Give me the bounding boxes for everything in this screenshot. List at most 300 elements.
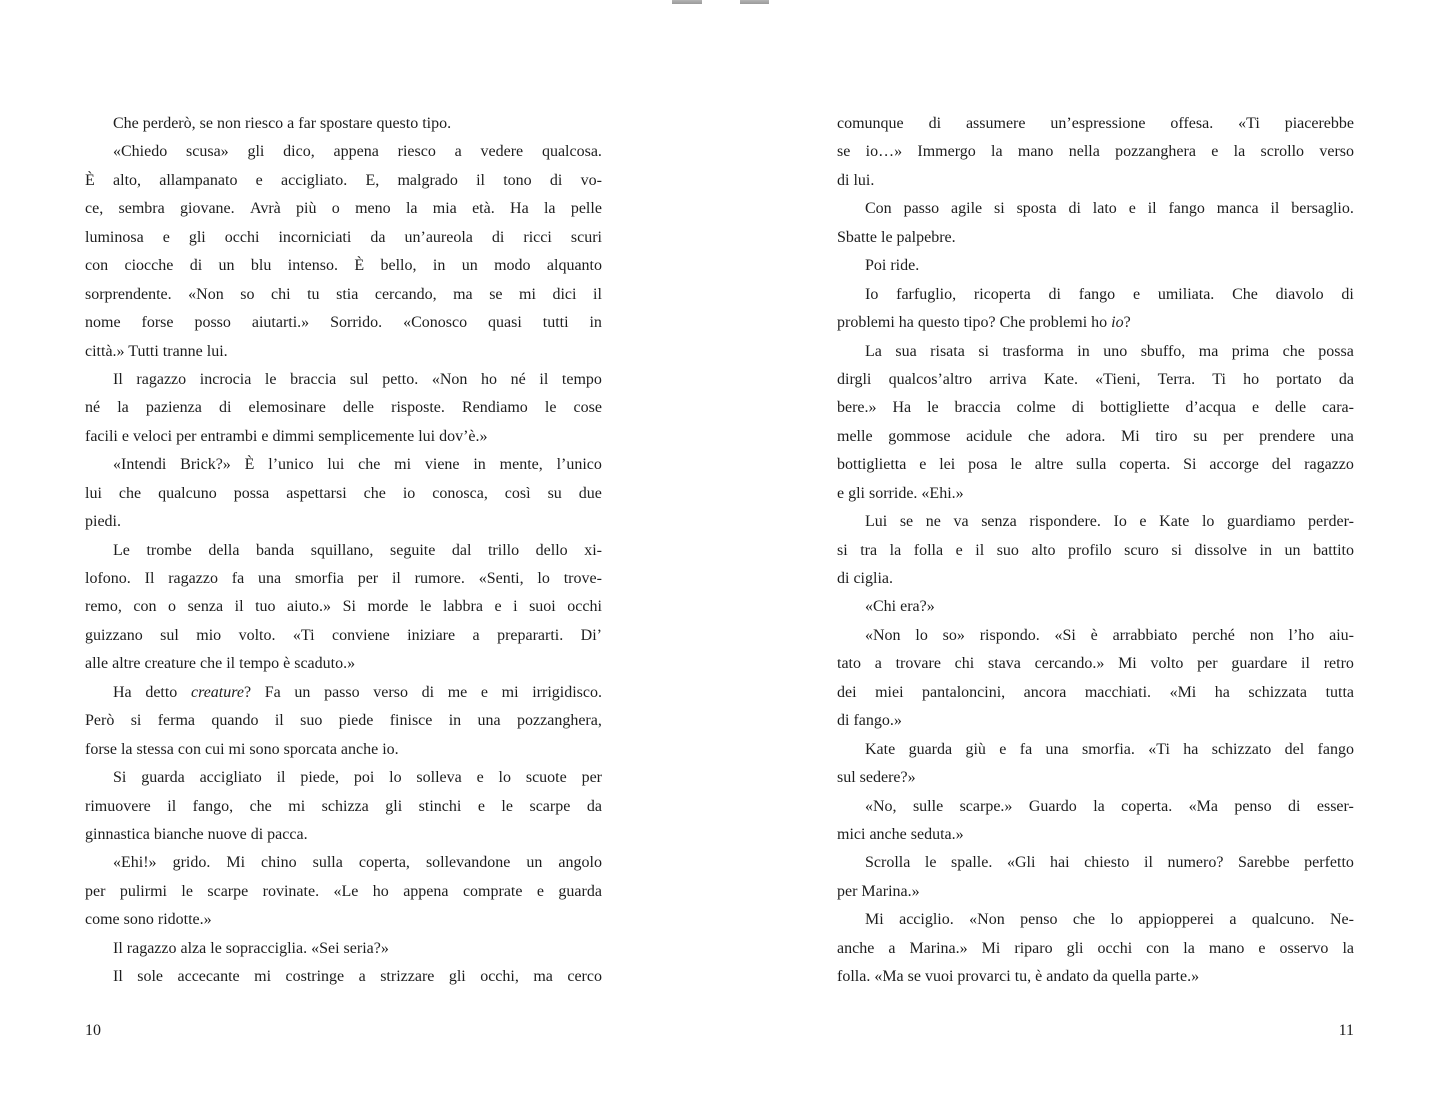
word: squillano, [310, 541, 374, 559]
word: possa [1318, 342, 1354, 360]
word: blu [250, 257, 272, 275]
word: agile [951, 200, 983, 218]
word: conosca, [432, 484, 488, 502]
text-line: e gli sorride. «Ehi.» [837, 484, 964, 502]
word: rispondere. [1029, 513, 1101, 531]
window-tab-fragment-right [740, 0, 769, 4]
word: tra [860, 541, 878, 559]
word: mi [501, 683, 519, 701]
word: meno [355, 200, 391, 218]
word: Il [144, 570, 155, 587]
word: Si [1183, 456, 1197, 474]
word: a [1229, 911, 1237, 929]
text-line [837, 935, 1354, 963]
word: per [581, 769, 602, 787]
word: diavolo [1275, 285, 1324, 303]
text-line [85, 224, 602, 252]
text-line [837, 537, 1354, 565]
word: con [133, 598, 157, 616]
word: con [1146, 939, 1170, 957]
word: il [234, 598, 244, 616]
word: qualcosa. [541, 143, 602, 161]
word: lofono. [85, 570, 131, 587]
word: Brick?» [180, 456, 231, 474]
word: due [578, 484, 602, 502]
word: e [1132, 285, 1141, 303]
text-line [837, 622, 1354, 650]
word: di [1341, 285, 1354, 303]
text-line [85, 565, 602, 593]
word: mano [1017, 143, 1054, 161]
word: sembra [118, 200, 165, 218]
text-line [85, 138, 602, 166]
word: sulle [912, 797, 944, 815]
word: «Senti, [478, 570, 524, 587]
word: Sarebbe [1238, 854, 1290, 872]
word: o [331, 200, 340, 218]
word: il [539, 370, 549, 388]
word: le [927, 399, 939, 417]
word: né [85, 399, 101, 417]
word: Ha [510, 200, 529, 218]
word: a [358, 968, 366, 986]
word: lui [85, 484, 102, 502]
text-line: per Marina.» [837, 882, 920, 900]
word: delle [1274, 399, 1307, 417]
word: stia [336, 285, 359, 303]
text-line [837, 906, 1354, 934]
word: possa [233, 484, 270, 502]
word: seguite [389, 541, 436, 559]
word: di [549, 171, 563, 189]
word: vedere [480, 143, 524, 161]
word: dici [552, 285, 577, 303]
word: sollevandone [425, 854, 511, 872]
word: ricoperta [973, 285, 1031, 303]
word: che [249, 797, 272, 815]
word: altre [1034, 456, 1064, 474]
text-line [837, 366, 1354, 394]
word: scuri [570, 228, 602, 246]
word: né [510, 370, 526, 388]
word: si [994, 200, 1005, 218]
word: bottigliette [1100, 399, 1170, 417]
word: perché [1192, 626, 1235, 644]
word: ce, [85, 200, 104, 218]
word: che [1282, 342, 1305, 360]
word: smorfia [294, 570, 344, 587]
word: miei [875, 683, 904, 701]
word: Terra. [1157, 370, 1196, 388]
text-line [837, 451, 1354, 479]
word: incorniciati [278, 228, 352, 246]
word: che [1027, 427, 1051, 445]
word: macchiati. [1084, 683, 1152, 701]
word: bottiglietta [837, 456, 907, 474]
word: ragazzo [1304, 456, 1354, 474]
word: Io [1113, 513, 1127, 531]
word: elemosinare [248, 399, 326, 417]
word: lo [389, 769, 402, 787]
word: «Chiedo [113, 143, 168, 161]
word: osservo [1279, 939, 1329, 957]
word: conviene [331, 626, 390, 644]
word: da [1338, 370, 1354, 388]
word: un [294, 683, 311, 701]
word: occhi [567, 598, 602, 616]
word: si [978, 342, 989, 360]
word: è [1090, 626, 1098, 644]
word: ragazzo [168, 570, 218, 587]
word: il [1270, 200, 1280, 218]
text-line [85, 537, 602, 565]
word: schizza [321, 797, 369, 815]
word: tato [837, 655, 861, 673]
word: volto [1150, 655, 1184, 673]
word: sole [137, 968, 164, 986]
word: accecante [177, 968, 240, 986]
word: «No, [865, 797, 897, 815]
word: a [454, 143, 462, 161]
word: l’unico [268, 456, 314, 474]
word: guardiamo [1227, 513, 1296, 531]
word: Il [113, 370, 123, 388]
word: in [473, 456, 486, 474]
word: braccia [290, 370, 337, 388]
word: ancora [1023, 683, 1067, 701]
word: si [130, 712, 142, 730]
word: di [1048, 285, 1061, 303]
word: Mi [865, 911, 884, 929]
text-line [85, 281, 602, 309]
word: Che [1232, 285, 1258, 303]
word: farfuglio, [896, 285, 957, 303]
word: piede, [300, 769, 339, 787]
word: «Ti [1148, 740, 1170, 758]
text-line [85, 622, 602, 650]
word: guarda [141, 769, 185, 787]
word: il [1147, 200, 1157, 218]
text-line [837, 736, 1354, 764]
text-line [837, 281, 1354, 309]
word: un [1284, 541, 1301, 559]
word: il [1144, 854, 1153, 872]
word: se [899, 513, 914, 531]
word: e [955, 541, 963, 559]
text-line: di ciglia. [837, 570, 893, 587]
word: e [162, 228, 170, 246]
word: sua [895, 342, 917, 360]
word: ne [925, 513, 941, 531]
word: sul [349, 370, 369, 388]
text-line [85, 593, 602, 621]
word: lo [1201, 513, 1215, 531]
word: posso [194, 314, 231, 332]
text-line [85, 451, 602, 479]
word: riesco [397, 143, 436, 161]
word: appena [403, 882, 449, 900]
word: di [421, 683, 435, 701]
text-line [85, 167, 602, 195]
word: pantaloncini, [922, 683, 1006, 701]
word: scrollo [1260, 143, 1305, 161]
word: accigliato [199, 769, 262, 787]
word: penso [1020, 911, 1058, 929]
text-line: facili e veloci per entrambi e dimmi semplicemente lui dov’è.» [85, 427, 488, 445]
text-line [837, 338, 1354, 366]
word: dico, [283, 143, 315, 161]
word: le [501, 797, 513, 815]
word: grido. [172, 854, 211, 872]
word: piacerebbe [1284, 115, 1354, 132]
word: che [358, 456, 381, 474]
word: a [888, 939, 896, 957]
word: braccia [954, 399, 1001, 417]
word: per [357, 570, 379, 587]
word: «Non [431, 370, 468, 388]
word: in [1259, 541, 1272, 559]
text-line: Sbatte le palpebre. [837, 228, 956, 246]
word: non [1249, 626, 1274, 644]
word: gommose [888, 427, 951, 445]
word: coperta. [1119, 456, 1171, 474]
word: «Ehi!» [113, 854, 157, 872]
word: una [1330, 427, 1354, 445]
text-line [85, 849, 602, 877]
word: un [526, 854, 543, 872]
text-line: mici anche seduta.» [837, 825, 964, 843]
word: occhi [224, 228, 260, 246]
word: ragazzo [136, 370, 187, 388]
word: la [889, 541, 902, 559]
word: si [1171, 541, 1182, 559]
text-line: forse la stessa con cui mi sono sporcata anche io. [85, 740, 399, 758]
word: rumore. [414, 570, 465, 587]
word: dal [451, 541, 472, 559]
word: e [536, 882, 544, 900]
word: Le [113, 541, 130, 559]
word: arrabbiato [1112, 626, 1178, 644]
word: banda [255, 541, 295, 559]
word: alto [1031, 541, 1056, 559]
word: io…» [865, 143, 903, 161]
word: gli [448, 968, 466, 986]
text-line: problemi ha questo tipo? Che problemi ho io? [837, 314, 1131, 332]
word: costringe [285, 968, 345, 986]
word: ma [453, 285, 473, 303]
text-line [837, 849, 1354, 877]
word: labbra [442, 598, 483, 616]
word: le [924, 854, 937, 872]
word: di [1071, 399, 1085, 417]
text-line [837, 394, 1354, 422]
word: arriva [989, 370, 1027, 388]
word: «Tieni, [1095, 370, 1141, 388]
text-line [85, 679, 602, 707]
word: È [85, 171, 95, 189]
text-line [85, 878, 602, 906]
word: se [489, 285, 503, 303]
word: le [264, 370, 277, 388]
word: stinchi [418, 797, 462, 815]
word: retro [1323, 655, 1354, 673]
word: strizzare [380, 968, 435, 986]
word: melle [837, 427, 873, 445]
word: rispondo. [979, 626, 1040, 644]
word: mi [394, 456, 412, 474]
word: suo [300, 712, 323, 730]
word: cercando, [374, 285, 437, 303]
word: giovane. [180, 200, 235, 218]
word: ho [1243, 370, 1260, 388]
window-tab-fragment-left [672, 0, 702, 4]
text-line: di fango.» [837, 712, 902, 730]
word: e [476, 769, 484, 787]
word: Ne- [1329, 911, 1354, 929]
word: e [1258, 939, 1266, 957]
word: cerco [567, 968, 602, 986]
word: Kate [1159, 513, 1190, 531]
word: «Non [865, 626, 901, 644]
word: portato [1276, 370, 1322, 388]
book-page-left [85, 110, 602, 992]
word: penso [1234, 797, 1272, 815]
word: forse [141, 314, 174, 332]
word: la [405, 200, 418, 218]
word: Mi [1120, 427, 1140, 445]
word: guarda [908, 740, 953, 758]
word: anche [837, 939, 875, 957]
word: bere.» [837, 399, 877, 417]
word: poi [353, 769, 375, 787]
word: quando [211, 712, 259, 730]
word: esser- [1316, 797, 1354, 815]
word: lo [537, 570, 550, 587]
word: «Non [188, 285, 224, 303]
word: lui [327, 456, 345, 474]
word: morde [367, 598, 409, 616]
word: Ti [1212, 370, 1226, 388]
word: aiutarti.» [251, 314, 310, 332]
word: lo [915, 626, 928, 644]
word: e [1251, 399, 1260, 417]
word: iniziare [407, 626, 456, 644]
word: un [461, 257, 478, 275]
word: schizzata [1248, 683, 1308, 701]
word: appiopperei [1138, 911, 1214, 929]
word: posa [968, 456, 998, 474]
word: prendere [1259, 427, 1316, 445]
word: più [296, 200, 317, 218]
word: Immergo [917, 143, 976, 161]
word: È [354, 257, 365, 275]
word: risposte. [391, 399, 445, 417]
text-line [85, 195, 602, 223]
word: volto. [238, 626, 276, 644]
word: ha [1183, 740, 1199, 758]
word: delle [342, 399, 374, 417]
word: i [513, 598, 518, 616]
word: ma [533, 968, 553, 986]
word: tono [503, 171, 532, 189]
word: in [589, 314, 602, 332]
word: piede [338, 712, 374, 730]
word: «Mi [1169, 683, 1197, 701]
text-line: «Chi era?» [865, 598, 935, 616]
text-line [837, 138, 1354, 166]
word: età. [472, 200, 495, 218]
word: pozzanghera, [517, 712, 602, 730]
word: malgrado [397, 171, 458, 189]
word: le [181, 882, 193, 900]
text-line [837, 508, 1354, 536]
word: la [991, 143, 1003, 161]
book-page-right [837, 110, 1354, 992]
word: tempo [561, 370, 602, 388]
word: dei [837, 683, 857, 701]
text-line [837, 793, 1354, 821]
text-line [85, 764, 602, 792]
word: tutti [542, 314, 569, 332]
word: Marina.» [909, 939, 968, 957]
word: offesa. [1170, 115, 1214, 132]
word: l’unico [556, 456, 602, 474]
word: le [419, 598, 432, 616]
word: su [547, 484, 562, 502]
word: spalle. [951, 854, 993, 872]
word: colme [1016, 399, 1056, 417]
word: e [1139, 513, 1147, 531]
word: Con [865, 200, 892, 218]
word: luminosa [85, 228, 144, 246]
word: Mi [981, 939, 1001, 957]
word: xi- [584, 541, 602, 559]
word: solleva [416, 769, 462, 787]
word: il [975, 541, 985, 559]
word: la [1183, 939, 1195, 957]
word: «Le [333, 882, 359, 900]
word: di [218, 399, 232, 417]
word: sulla [1076, 456, 1107, 474]
word: tuo [255, 598, 276, 616]
word: schizzato [1211, 740, 1272, 758]
text-line [837, 423, 1354, 451]
word: così [504, 484, 531, 502]
word: mano [1208, 939, 1245, 957]
word: finisce [389, 712, 433, 730]
word: riparo [1014, 939, 1053, 957]
word: che [1072, 911, 1096, 929]
word: di [1068, 200, 1081, 218]
word: fa [1019, 740, 1033, 758]
word: «Conosco [403, 314, 468, 332]
word: scuote [525, 769, 567, 787]
word: ferma [157, 712, 196, 730]
word: Lui [865, 513, 888, 531]
word: acidule [966, 427, 1013, 445]
word: ho [372, 882, 389, 900]
text-line: folla. «Ma se vuoi provarci tu, è andato da quella parte.» [837, 968, 1200, 986]
word: Fa [264, 683, 281, 701]
word: occhi [1097, 939, 1133, 957]
word: umiliata. [1157, 285, 1215, 303]
word: fango [1078, 285, 1116, 303]
word: quasi [488, 314, 522, 332]
word: di [1288, 797, 1301, 815]
word: in [448, 712, 462, 730]
word: le [544, 399, 557, 417]
word: gli [188, 228, 206, 246]
